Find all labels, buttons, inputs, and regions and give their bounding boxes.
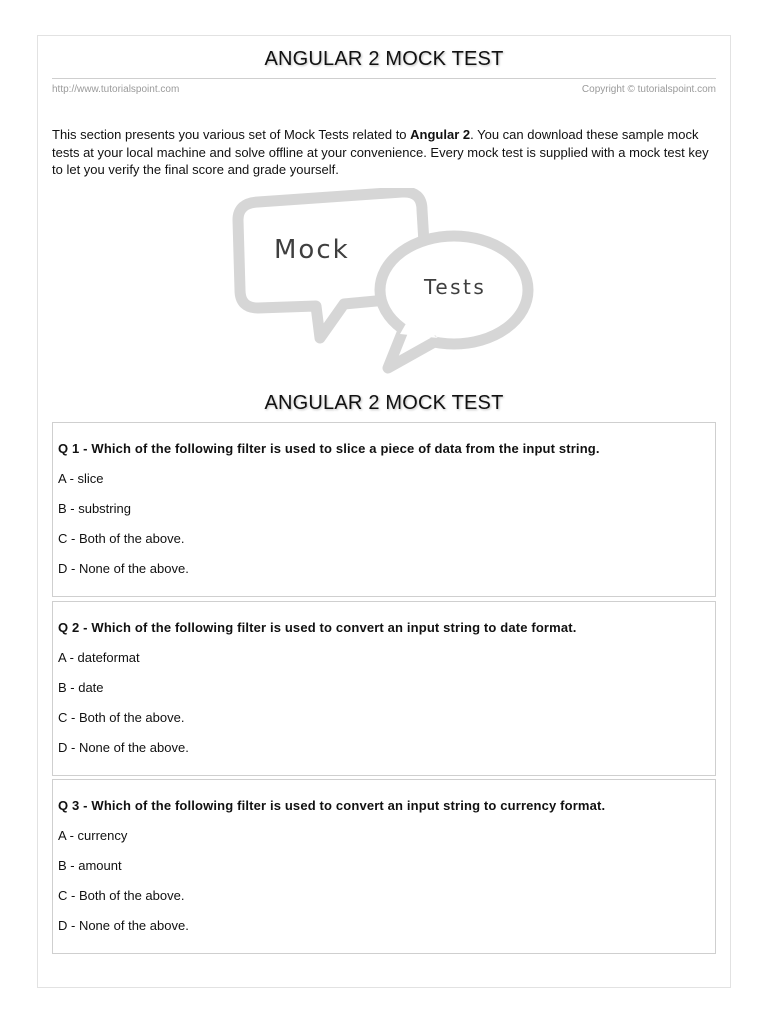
question-text: Q 2 - Which of the following filter is used to convert an input string to date format. — [58, 620, 577, 635]
answer-option[interactable]: B - amount — [58, 858, 122, 873]
intro-paragraph — [52, 126, 716, 179]
intro-text-before: This section presents you various set of Mock Tests related to — [52, 127, 411, 142]
intro-text-bold: Angular 2 — [410, 127, 471, 142]
answer-option[interactable]: B - substring — [58, 501, 131, 516]
answer-option[interactable]: D - None of the above. — [58, 918, 189, 933]
intro-text-after: . You can download these sample mock tests at your local machine and solve offline at your convenience. Every mock test is supplied with a mock test key to let you verify the final score and grade yourself. — [52, 127, 709, 177]
question-card — [52, 779, 716, 954]
answer-option[interactable]: C - Both of the above. — [58, 888, 185, 903]
question-text: Q 1 - Which of the following filter is used to slice a piece of data from the input string. — [58, 441, 600, 456]
answer-option[interactable]: A - dateformat — [58, 650, 140, 665]
answer-option[interactable]: A - currency — [58, 828, 128, 843]
logo-word-tests: Tests — [424, 275, 487, 299]
answer-option[interactable]: C - Both of the above. — [58, 531, 185, 546]
page-title: ANGULAR 2 MOCK TEST — [264, 48, 504, 70]
header-divider — [52, 78, 716, 79]
question-card — [52, 601, 716, 776]
answer-option[interactable]: B - date — [58, 680, 104, 695]
answer-option[interactable]: D - None of the above. — [58, 740, 189, 755]
mock-tests-logo — [232, 188, 534, 376]
site-url[interactable]: http://www.tutorialspoint.com — [52, 84, 180, 95]
question-text: Q 3 - Which of the following filter is used to convert an input string to currency format. — [58, 798, 606, 813]
copyright-notice: Copyright © tutorialspoint.com — [581, 84, 716, 95]
answer-option[interactable]: D - None of the above. — [58, 561, 189, 576]
section-title: ANGULAR 2 MOCK TEST — [264, 392, 504, 414]
answer-option[interactable]: A - slice — [58, 471, 104, 486]
answer-option[interactable]: C - Both of the above. — [58, 710, 185, 725]
question-card — [52, 422, 716, 597]
logo-word-mock: Mock — [274, 235, 350, 265]
